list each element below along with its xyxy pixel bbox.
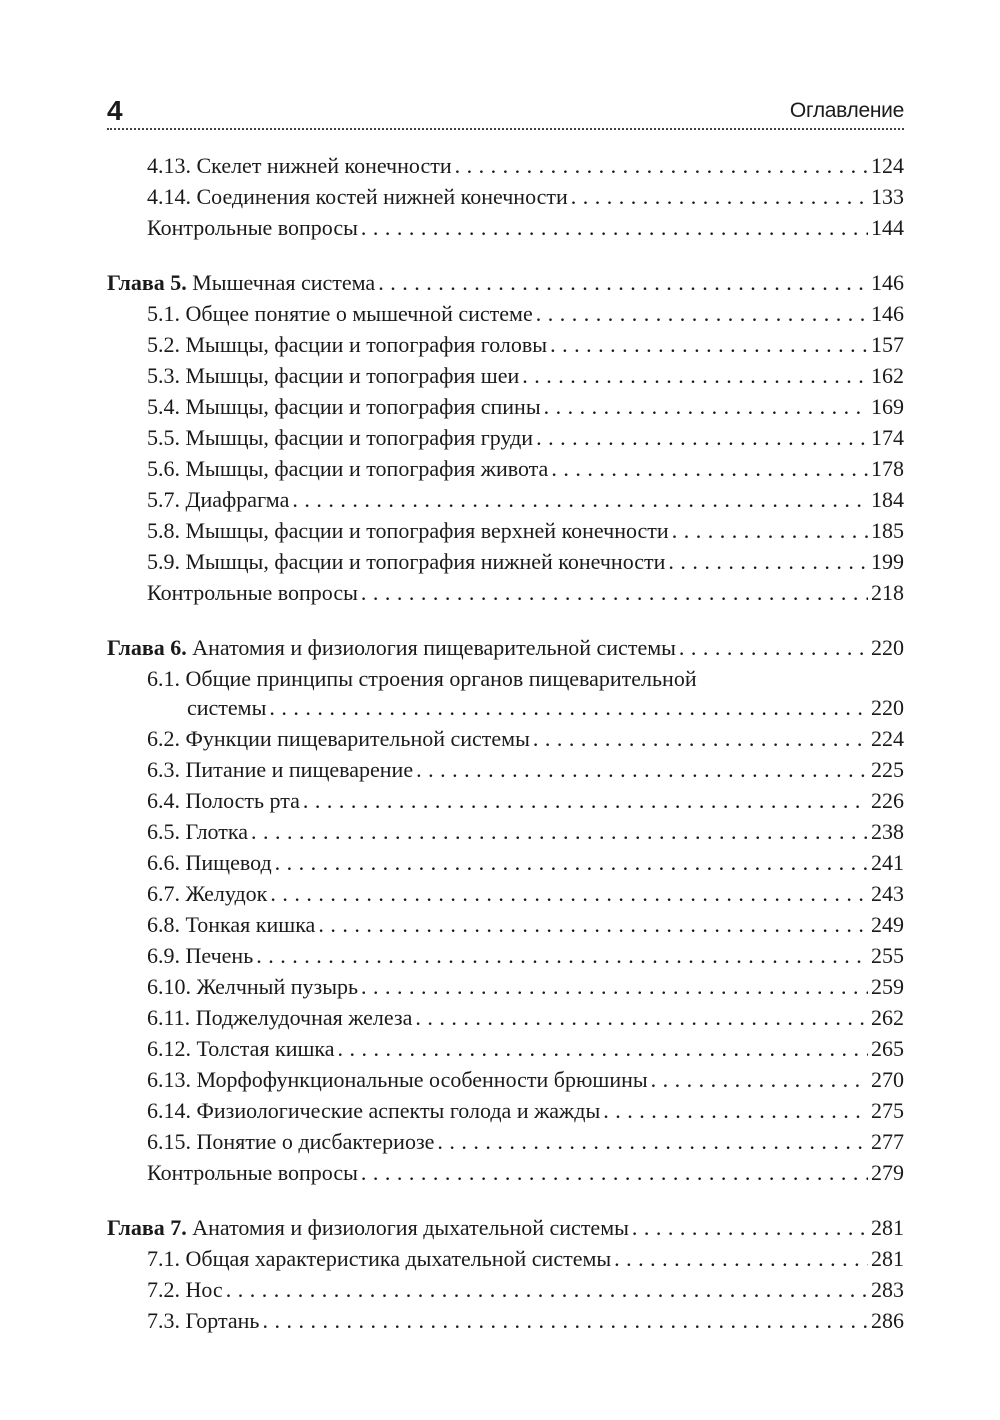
dot-leader [378,267,868,298]
dot-leader [571,181,868,212]
page-ref: 220 [871,635,904,660]
toc-section-entry[interactable] [107,1095,904,1126]
dot-leader [318,909,868,940]
dot-leader [437,1126,868,1157]
entry-label [147,754,413,785]
section-title: Нос [185,1277,223,1302]
section-number: 7.1. [147,1246,180,1271]
page-ref: 224 [871,726,904,751]
toc-section-entry[interactable] [107,484,904,515]
section-title: Мышцы, фасции и топография груди [185,425,534,450]
dot-leader [251,816,868,847]
page-ref: 184 [871,487,904,512]
page-ref: 243 [871,881,904,906]
page-number: 4 [107,95,123,126]
toc-section-entry[interactable] [107,1002,904,1033]
section-number: 6.13. [147,1067,191,1092]
dot-leader [275,847,868,878]
section-title: Питание и пищеварение [185,757,414,782]
toc-section-entry[interactable] [107,360,904,391]
section-title: Диафрагма [185,487,290,512]
entry-label [147,1274,223,1305]
section-title: Полость рта [185,788,300,813]
toc-section-entry[interactable] [107,723,904,754]
section-title: Общее понятие о мышечной системе [185,301,533,326]
section-number: 6.8. [147,912,180,937]
entry-label [187,692,266,723]
page-ref: 174 [871,425,904,450]
page-ref: 275 [871,1098,904,1123]
entry-label [147,298,533,329]
toc-chapter-entry[interactable] [107,1212,904,1243]
page-ref: 277 [871,1129,904,1154]
dot-leader [270,878,868,909]
toc-section-entry[interactable] [107,785,904,816]
section-title: Функции пищеварительной системы [185,726,530,751]
chapter-spacer [107,608,904,632]
section-title: Контрольные вопросы [147,1160,358,1185]
header-dotted-rule [107,128,904,130]
chapter-title: Анатомия и физиология пищеварительной системы [192,635,676,660]
section-number: 6.15. [147,1129,191,1154]
section-number: 6.7. [147,881,180,906]
section-number: 5.7. [147,487,180,512]
dot-leader [632,1212,868,1243]
toc-section-entry-continued[interactable] [107,692,904,723]
section-title: Контрольные вопросы [147,580,358,605]
section-title: Мышцы, фасции и топография головы [185,332,548,357]
page-ref: 281 [871,1215,904,1240]
page-ref: 146 [871,270,904,295]
page-ref: 238 [871,819,904,844]
section-title: Морфофункциональные особенности брюшины [196,1067,648,1092]
toc-section-entry[interactable] [107,181,904,212]
chapter-spacer [107,243,904,267]
dot-leader [338,1033,868,1064]
chapter-spacer [107,1188,904,1212]
toc-chapter-entry[interactable] [107,267,904,298]
page-ref: 279 [871,1160,904,1185]
dot-leader [361,212,868,243]
chapter-heading [107,1212,629,1243]
dot-leader [292,484,868,515]
entry-label [147,1157,358,1188]
page-ref: 133 [871,184,904,209]
toc-section-entry[interactable] [107,329,904,360]
section-number: 6.12. [147,1036,191,1061]
dot-leader [668,546,868,577]
section-title: Понятие о дисбактериозе [196,1129,435,1154]
entry-label [147,181,568,212]
dot-leader [522,360,868,391]
section-title: Поджелудочная железа [195,1005,413,1030]
section-title: Мышцы, фасции и топография шеи [185,363,520,388]
section-title: системы [187,695,267,720]
section-number: 6.4. [147,788,180,813]
section-title: Общие принципы строения органов пищеварительной [185,666,697,691]
page-ref: 283 [871,1277,904,1302]
dot-leader [614,1243,868,1274]
entry-label [147,1033,335,1064]
dot-leader [416,754,868,785]
section-title: Скелет нижней конечности [196,153,452,178]
page-header [107,92,904,134]
dot-leader [415,1002,868,1033]
dot-leader [455,150,868,181]
page-ref: 262 [871,1005,904,1030]
section-title: Толстая кишка [196,1036,335,1061]
chapter-label: Глава 6. [107,635,187,660]
toc-section-entry[interactable] [107,515,904,546]
page-ref: 199 [871,549,904,574]
toc-section-entry[interactable] [107,909,904,940]
dot-leader [550,329,868,360]
section-number: 7.3. [147,1308,180,1333]
toc-review-questions-entry[interactable] [107,212,904,243]
entry-label [147,546,665,577]
dot-leader [651,1064,868,1095]
toc-section-entry[interactable] [107,422,904,453]
dot-leader [361,971,868,1002]
toc-section-entry[interactable] [107,1243,904,1274]
page-ref: 146 [871,301,904,326]
page-ref: 255 [871,943,904,968]
section-number: 5.5. [147,425,180,450]
page-ref: 259 [871,974,904,999]
page-ref: 281 [871,1246,904,1271]
section-title: Мышцы, фасции и топография спины [185,394,541,419]
page-ref: 225 [871,757,904,782]
section-number: 6.1. [147,666,180,691]
entry-label [147,212,358,243]
section-number: 5.1. [147,301,180,326]
dot-leader [269,692,868,723]
page-ref: 144 [871,215,904,240]
entry-label [147,1095,600,1126]
page-ref: 249 [871,912,904,937]
dot-leader [303,785,868,816]
section-title: Желчный пузырь [196,974,359,999]
entry-label [147,453,548,484]
dot-leader [536,422,868,453]
entry-label [147,329,547,360]
toc-section-entry[interactable] [107,1064,904,1095]
dot-leader [262,1305,868,1336]
chapter-label: Глава 7. [107,1215,187,1240]
entry-label [147,785,300,816]
dot-leader [226,1274,868,1305]
dot-leader [603,1095,868,1126]
entry-label [147,484,289,515]
entry-label [147,360,519,391]
section-number: 4.14. [147,184,191,209]
page-ref: 270 [871,1067,904,1092]
section-number: 5.8. [147,518,180,543]
section-title: Соединения костей нижней конечности [196,184,568,209]
toc-review-questions-entry[interactable] [107,1157,904,1188]
toc-section-entry[interactable] [107,816,904,847]
toc-section-entry[interactable] [107,847,904,878]
entry-label [147,878,267,909]
dot-leader [544,391,868,422]
section-title: Мышцы, фасции и топография живота [185,456,549,481]
toc-section-entry[interactable] [107,1126,904,1157]
toc-section-entry[interactable] [107,1033,904,1064]
entry-label [147,1002,412,1033]
toc-section-entry[interactable] [107,663,904,692]
page-ref: 157 [871,332,904,357]
entry-label [147,391,541,422]
page-ref: 162 [871,363,904,388]
page-ref: 241 [871,850,904,875]
entry-label [147,663,697,694]
toc-section-entry[interactable] [107,546,904,577]
section-title: Желудок [185,881,268,906]
page-ref: 265 [871,1036,904,1061]
toc-section-entry[interactable] [107,150,904,181]
entry-label [147,1243,611,1274]
section-number: 6.11. [147,1005,191,1030]
dot-leader [533,723,868,754]
entry-label [147,816,248,847]
section-number: 6.14. [147,1098,191,1123]
toc-section-entry[interactable] [107,453,904,484]
toc-section-entry[interactable] [107,298,904,329]
page-ref: 124 [871,153,904,178]
page-ref: 218 [871,580,904,605]
section-number: 6.9. [147,943,180,968]
toc-section-entry[interactable] [107,878,904,909]
section-number: 5.2. [147,332,180,357]
table-of-contents [107,150,904,1336]
page-ref: 169 [871,394,904,419]
entry-label [147,940,253,971]
toc-section-entry[interactable] [107,1305,904,1336]
section-number: 6.5. [147,819,180,844]
page-ref: 185 [871,518,904,543]
page-ref: 220 [871,695,904,720]
toc-section-entry[interactable] [107,1274,904,1305]
chapter-title: Мышечная система [192,270,376,295]
section-title: Глотка [185,819,248,844]
running-title: Оглавление [789,99,904,122]
page-ref: 226 [871,788,904,813]
entry-label [147,1305,259,1336]
chapter-heading [107,632,676,663]
toc-chapter-entry[interactable] [107,632,904,663]
section-number: 4.13. [147,153,191,178]
chapter-label: Глава 5. [107,270,187,295]
section-number: 6.3. [147,757,180,782]
section-number: 5.6. [147,456,180,481]
section-title: Мышцы, фасции и топография верхней конечности [185,518,669,543]
page-ref: 286 [871,1308,904,1333]
section-number: 5.3. [147,363,180,388]
section-title: Физиологические аспекты голода и жажды [196,1098,601,1123]
entry-label [147,150,452,181]
section-title: Пищевод [185,850,272,875]
dot-leader [361,577,868,608]
entry-label [147,1126,434,1157]
entry-label [147,723,530,754]
section-title: Контрольные вопросы [147,215,358,240]
section-title: Мышцы, фасции и топография нижней конечности [185,549,666,574]
entry-label [147,577,358,608]
entry-label [147,515,669,546]
section-number: 7.2. [147,1277,180,1302]
entry-label [147,971,358,1002]
dot-leader [256,940,868,971]
toc-section-entry[interactable] [107,940,904,971]
section-number: 6.6. [147,850,180,875]
dot-leader [361,1157,868,1188]
section-number: 5.4. [147,394,180,419]
toc-section-entry[interactable] [107,391,904,422]
entry-label [147,847,272,878]
toc-section-entry[interactable] [107,971,904,1002]
section-number: 5.9. [147,549,180,574]
section-number: 6.10. [147,974,191,999]
dot-leader [672,515,868,546]
page-ref: 178 [871,456,904,481]
chapter-heading [107,267,375,298]
section-title: Гортань [185,1308,260,1333]
toc-section-entry[interactable] [107,754,904,785]
section-number: 6.2. [147,726,180,751]
dot-leader [551,453,868,484]
entry-label [147,909,315,940]
entry-label [147,1064,648,1095]
dot-leader [679,632,868,663]
section-title: Тонкая кишка [185,912,316,937]
chapter-title: Анатомия и физиология дыхательной системы [192,1215,629,1240]
entry-label [147,422,533,453]
toc-review-questions-entry[interactable] [107,577,904,608]
dot-leader [536,298,868,329]
section-title: Общая характеристика дыхательной системы [185,1246,612,1271]
section-title: Печень [185,943,254,968]
